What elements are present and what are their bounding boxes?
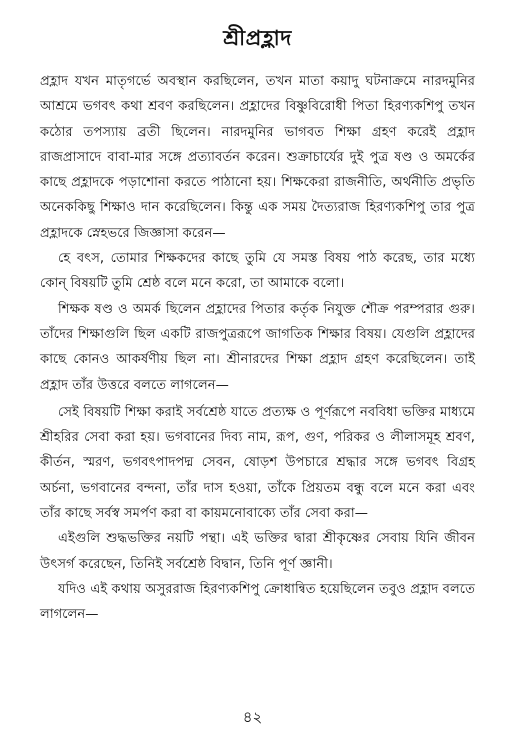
paragraph-bhakti: সেই বিষয়টি শিক্ষা করাই সর্বশ্রেষ্ঠ যাতে প্রত্যক্ষ ও পূর্ণরূপে নববিধা ভক্তির মাধ্যমে শ্রীহরির সেবা করা হয়। ভগবানের দিব্য নাম, রূপ, গুণ, পরিকর ও লীলাসমূহ শ্রবণ, কীর্তন, স্মরণ, ভগবৎপাদপদ্ম সেবন, ষোড়শ উপচারে শ্রদ্ধার সঙ্গে ভগবৎ বিগ্রহ অর্চনা, ভগবানের বন্দনা, তাঁর দাস হওয়া, তাঁকে প্রিয়তম বন্ধু বলে মনে করা এবং তাঁর কাছে সর্বস্ব সমর্পণ করা বা কায়মনোবাক্যে তাঁর সেবা করা— [40,404,475,522]
paragraph-intro: প্রহ্লাদ যখন মাতৃগর্ভে অবস্থান করছিলেন, তখন মাতা কয়াদু ঘটনাক্রমে নারদমুনির আশ্রমে ভগবৎ কথা শ্রবণ করছিলেন। প্রহ্লাদের বিষ্ণুবিরোধী পিতা হিরণ্যকশিপু তখন কঠোর তপস্যায় ব্রতী ছিলেন। নারদমুনির ভাগবত শিক্ষা গ্রহণ করেই প্রহ্লাদ রাজপ্রাসাদে বাবা-মার সঙ্গে প্রত্যাবর্তন করেন। শুক্রাচার্যের দুই পুত্র ষণ্ড ও অমর্কের কাছে প্রহ্লাদকে পড়াশোনা করতে পাঠানো হয়। শিক্ষকেরা রাজনীতি, অর্থনীতি প্রভৃতি অনেককিছু শিক্ষাও দান করেছিলেন। কিন্তু এক সময় দৈত্যরাজ হিরণ্যকশিপু তার পুত্র প্রহ্লাদকে স্নেহভরে জিজ্ঞাসা করেন— [40,74,475,241]
page-number: ৪২ [242,708,263,726]
page-title: শ্রীপ্রহ্লাদ [223,26,292,50]
paragraph-continuation: যদিও এই কথায় অসুররাজ হিরণ্যকশিপু ক্রোধান্বিত হয়েছিলেন তবুও প্রহ্লাদ বলতে লাগলেন— [40,581,475,623]
paragraph-nine-paths: এইগুলি শুদ্ধভক্তির নয়টি পন্থা। এই ভক্তির দ্বারা শ্রীকৃষ্ণের সেবায় যিনি জীবন উৎসর্গ করেছেন, তিনিই সর্বশ্রেষ্ঠ বিদ্বান, তিনি পূর্ণ জ্ঞানী। [40,531,475,572]
paragraph-question: হে বৎস, তোমার শিক্ষকদের কাছে তুমি যে সমস্ত বিষয় পাঠ করেছ, তার মধ্যে কোন্ বিষয়টি তুমি শ্রেষ্ঠ বলে মনে করো, তা আমাকে বলো। [40,251,475,292]
paragraph-teachers: শিক্ষক ষণ্ড ও অমর্ক ছিলেন প্রহ্লাদের পিতার কর্তৃক নিযুক্ত শৌক্র পরম্পরার গুরু। তাঁদের শিক্ষাগুলি ছিল একটি রাজপুত্ররূপে জাগতিক শিক্ষার বিষয়। যেগুলি প্রহ্লাদের কাছে কোনও আকর্ষণীয় ছিল না। শ্রীনারদের শিক্ষা প্রহ্লাদ গ্রহণ করেছিলেন। তাই প্রহ্লাদ তাঁর উত্তরে বলতে লাগলেন— [40,301,475,393]
